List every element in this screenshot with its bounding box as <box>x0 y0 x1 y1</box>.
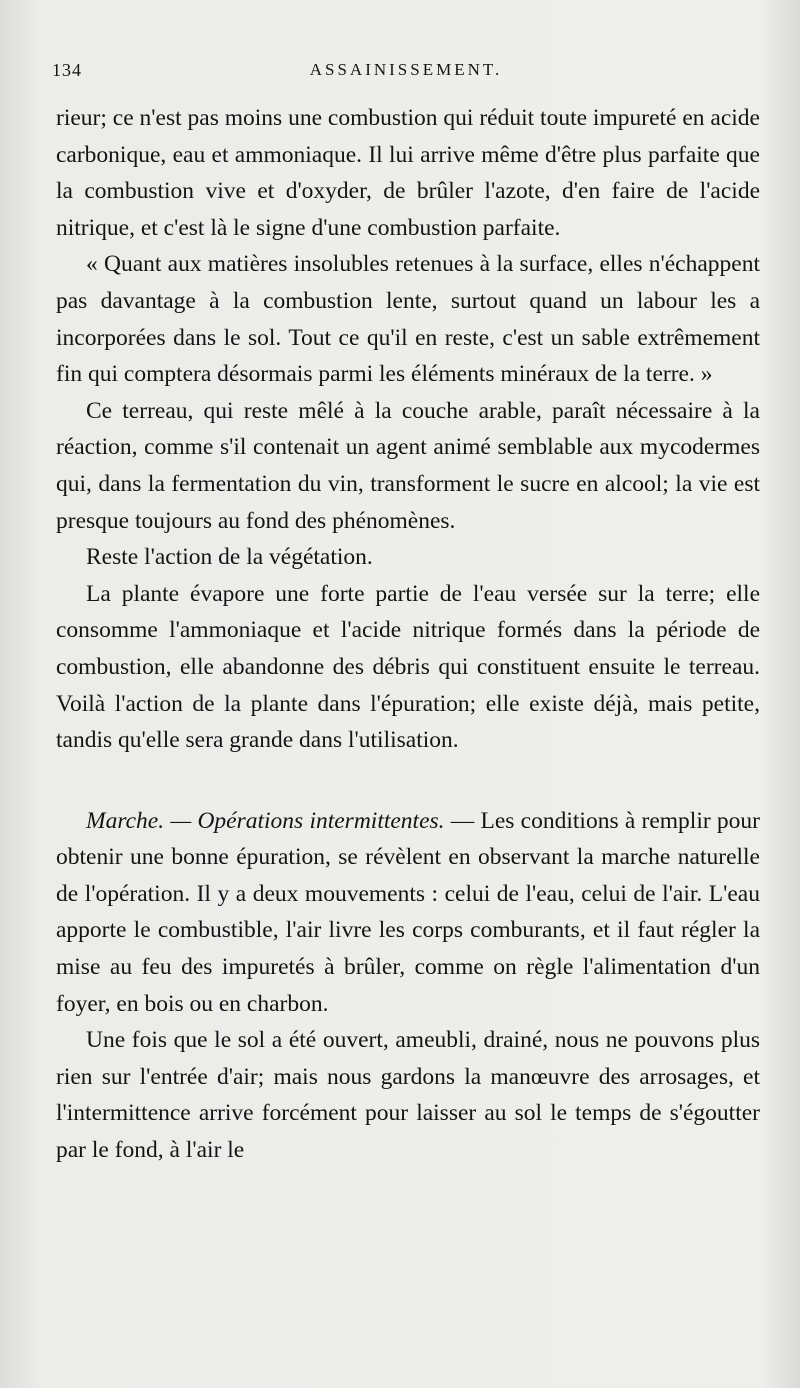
running-title: ASSAINISSEMENT. <box>309 60 503 79</box>
paragraph-plante: La plante évapore une forte partie de l'eau versée sur la terre; elle consomme l'ammoniaque et l'acide nitrique formés dans la période de combustion, elle abandonne des débris qui constituent ensuite le terreau. Voilà l'action de la plante dans l'épuration; elle existe déjà, mais petite, tandis qu'elle sera grande dans l'utilisation. <box>56 580 760 754</box>
paragraph-sol: Une fois que le sol a été ouvert, ameubli, drainé, nous ne pouvons plus rien sur l'entrée d'air; mais nous gardons la manœuvre des arrosages, et l'intermittence arrive forcément pour laisser au sol le temps de s'égoutter par le fond, à l'air le <box>56 1027 760 1164</box>
page-number: 134 <box>52 60 82 80</box>
section-gap <box>56 759 760 803</box>
section-marche <box>56 803 760 1023</box>
body-text <box>56 100 760 1169</box>
section-heading: Marche. — Opérations intermittentes. <box>86 807 445 834</box>
paragraph-quote: « Quant aux matières insolubles retenues à la surface, elles n'échappent pas davantage à la combustion lente, surtout quand un labour les a incorporées dans le sol. Tout ce qu'il en reste, c'est un sable extrêmement fin qui comptera désormais parmi les éléments minéraux de la terre. » <box>56 251 760 388</box>
section-body: — Les conditions à remplir pour obtenir une bonne épuration, se révèlent en observant la marche naturelle de l'opération. Il y a deux mouvements : celui de l'eau, celui de l'air. L'eau apporte le combustible, l'air livre les corps comburants, et il faut régler la mise au feu des impuretés à brûler, comme on règle l'alimentation d'un foyer, en bois ou en charbon. <box>56 807 760 1017</box>
paragraph-terreau: Ce terreau, qui reste mêlé à la couche arable, paraît nécessaire à la réaction, comme s'il contenait un agent animé semblable aux mycodermes qui, dans la fermentation du vin, transforment le sucre en alcool; la vie est presque toujours au fond des phénomènes. <box>56 397 760 534</box>
page-header <box>52 60 760 90</box>
paragraph-continuation: rieur; ce n'est pas moins une combustion qui réduit toute impureté en acide carbonique, eau et ammoniaque. Il lui arrive même d'être plus parfaite que la combustion vive et d'oxyder, de brûler l'azote, d'en faire de l'acide nitrique, et c'est là le signe d'une combustion parfaite. <box>56 105 760 241</box>
paragraph-vegetation-intro: Reste l'action de la végétation. <box>86 544 373 571</box>
